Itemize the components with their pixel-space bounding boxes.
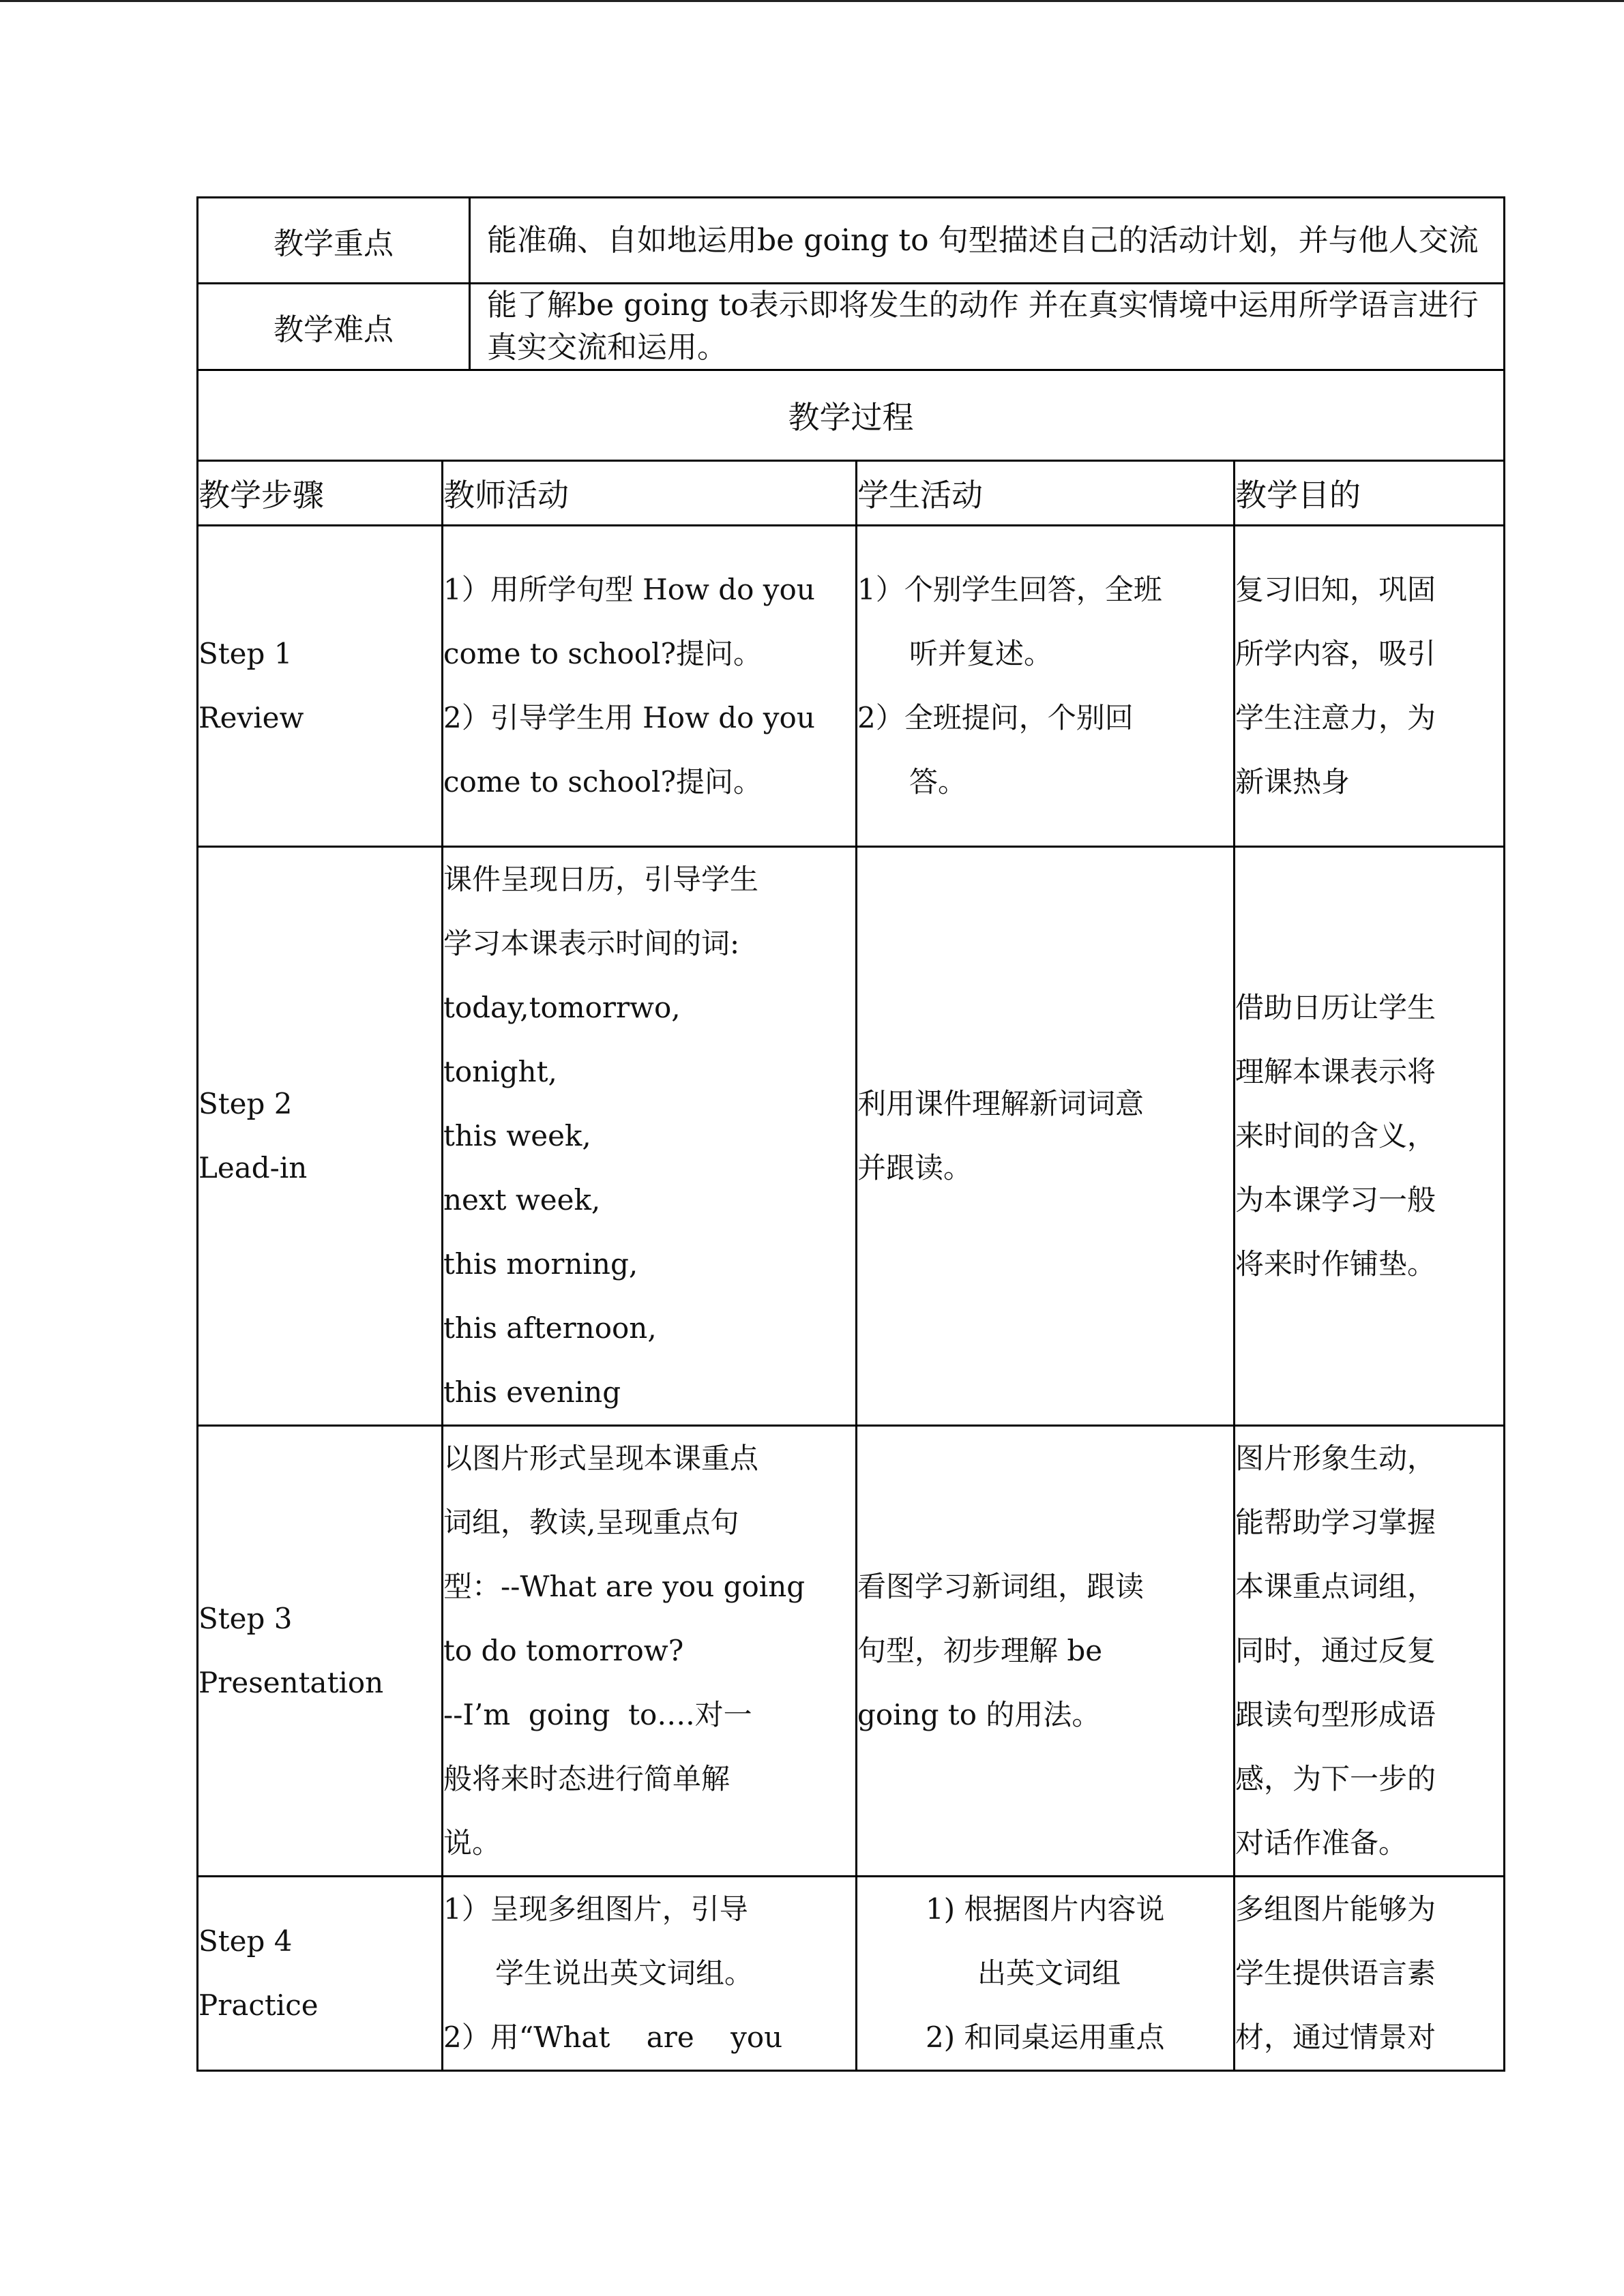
text-line: tonight, xyxy=(443,1055,557,1088)
student-activity-cell xyxy=(857,526,1235,847)
text-line: to do tomorrow? xyxy=(443,1634,684,1667)
text-line: 句型，初步理解 be xyxy=(857,1634,1103,1667)
text-line: this week, xyxy=(443,1119,591,1152)
text-line: 般将来时态进行简单解 xyxy=(443,1762,730,1795)
step-name: Practice xyxy=(198,1988,319,2022)
step-cell xyxy=(198,1426,443,1877)
text-line: come to school?提问。 xyxy=(443,637,763,670)
teacher-activity-cell xyxy=(443,847,857,1426)
student-activity-cell xyxy=(857,847,1235,1426)
step-number: Step 4 xyxy=(198,1924,293,1958)
step-name: Review xyxy=(198,701,304,734)
column-header-student: 学生活动 xyxy=(857,461,1235,526)
text-line: 2）用“What are you xyxy=(443,2021,783,2054)
text-line: 为本课学习一般 xyxy=(1235,1183,1436,1217)
table-row xyxy=(198,526,1505,847)
text-line: come to school?提问。 xyxy=(443,765,763,799)
text-line: 学生提供语言素 xyxy=(1235,1956,1436,1990)
text-line: 对话作准备。 xyxy=(1235,1826,1408,1860)
text-line: 答。 xyxy=(909,765,967,799)
text-line: today,tomorrwo, xyxy=(443,991,681,1024)
text-line: 感，为下一步的 xyxy=(1235,1762,1436,1795)
purpose-cell xyxy=(1235,847,1505,1426)
text-line: 以图片形式呈现本课重点 xyxy=(443,1442,759,1475)
teacher-activity-cell xyxy=(443,1426,857,1877)
difficulty-label: 教学难点 xyxy=(198,284,470,370)
teacher-activity-cell xyxy=(443,1877,857,2071)
column-header-teacher: 教师活动 xyxy=(443,461,857,526)
text-line: 1）个别学生回答，全班 xyxy=(857,573,1162,606)
difficulty-row xyxy=(198,284,1505,370)
text-line: 学生注意力，为 xyxy=(1235,701,1436,734)
text-line: 同时，通过反复 xyxy=(1235,1634,1436,1667)
step-number: Step 1 xyxy=(198,637,293,670)
student-activity-cell xyxy=(857,1426,1235,1877)
text-line: 1）呈现多组图片，引导 xyxy=(443,1892,748,1926)
text-line: 1) 根据图片内容说 xyxy=(926,1892,1165,1926)
step-cell xyxy=(198,1877,443,2071)
text-line: 图片形象生动， xyxy=(1235,1442,1436,1475)
table-row xyxy=(198,1877,1505,2071)
lesson-plan-table xyxy=(196,196,1505,2072)
step-number: Step 2 xyxy=(198,1087,293,1120)
text-line: 利用课件理解新词词意 xyxy=(857,1087,1145,1120)
purpose-cell xyxy=(1235,1426,1505,1877)
column-header-row xyxy=(198,461,1505,526)
text-line: 本课重点词组， xyxy=(1235,1570,1436,1603)
column-header-step: 教学步骤 xyxy=(198,461,443,526)
text-line: 理解本课表示将 xyxy=(1235,1055,1436,1088)
text-line: going to 的用法。 xyxy=(857,1698,1101,1731)
text-line: 并跟读。 xyxy=(857,1151,973,1184)
table-row xyxy=(198,847,1505,1426)
text-line: 新课热身 xyxy=(1235,765,1350,799)
process-title-row xyxy=(198,370,1505,461)
text-line: next week, xyxy=(443,1183,601,1217)
step-name: Lead-in xyxy=(198,1151,308,1184)
purpose-cell xyxy=(1235,526,1505,847)
text-line: 2）全班提问，个别回 xyxy=(857,701,1134,734)
text-line: 所学内容，吸引 xyxy=(1235,637,1436,670)
focus-text: 能准确、自如地运用be going to 句型描述自己的活动计划，并与他人交流 xyxy=(470,198,1505,284)
text-line: 2）引导学生用 How do you xyxy=(443,701,815,734)
text-line: 将来时作铺垫。 xyxy=(1235,1247,1436,1281)
text-line: 能帮助学习掌握 xyxy=(1235,1506,1436,1539)
text-line: 学生说出英文词组。 xyxy=(495,1956,754,1990)
step-cell xyxy=(198,526,443,847)
text-line: 出英文词组 xyxy=(977,1956,1121,1990)
focus-label: 教学重点 xyxy=(198,198,470,284)
text-line: 跟读句型形成语 xyxy=(1235,1698,1436,1731)
table-row xyxy=(198,1426,1505,1877)
text-line: 2) 和同桌运用重点 xyxy=(926,2021,1165,2054)
process-title: 教学过程 xyxy=(198,370,1505,461)
text-line: 来时间的含义， xyxy=(1235,1119,1436,1152)
text-line: 材，通过情景对 xyxy=(1235,2021,1436,2054)
student-activity-cell xyxy=(857,1877,1235,2071)
teacher-activity-cell xyxy=(443,526,857,847)
text-line: 型：--What are you going xyxy=(443,1570,806,1603)
text-line: 看图学习新词组，跟读 xyxy=(857,1570,1145,1603)
page-top-border xyxy=(0,0,1624,2)
step-name: Presentation xyxy=(198,1666,384,1699)
text-line: 课件呈现日历，引导学生 xyxy=(443,863,759,896)
text-line: --I’m going to….对一 xyxy=(443,1698,752,1731)
text-line: 多组图片能够为 xyxy=(1235,1892,1436,1926)
text-line: 说。 xyxy=(443,1826,501,1860)
text-line: 复习旧知，巩固 xyxy=(1235,573,1436,606)
text-line: this morning, xyxy=(443,1247,638,1281)
text-line: 词组，教读,呈现重点句 xyxy=(443,1506,739,1539)
step-cell xyxy=(198,847,443,1426)
text-line: 1）用所学句型 How do you xyxy=(443,573,815,606)
text-line: 学习本课表示时间的词: xyxy=(443,927,740,960)
focus-row xyxy=(198,198,1505,284)
step-number: Step 3 xyxy=(198,1602,293,1635)
difficulty-text: 能了解be going to表示即将发生的动作 并在真实情境中运用所学语言进行真实交流和运用。 xyxy=(470,284,1505,370)
text-line: 听并复述。 xyxy=(909,637,1053,670)
text-line: 借助日历让学生 xyxy=(1235,991,1436,1024)
text-line: this evening xyxy=(443,1375,621,1409)
purpose-cell xyxy=(1235,1877,1505,2071)
text-line: this afternoon, xyxy=(443,1311,657,1345)
column-header-purpose: 教学目的 xyxy=(1235,461,1505,526)
